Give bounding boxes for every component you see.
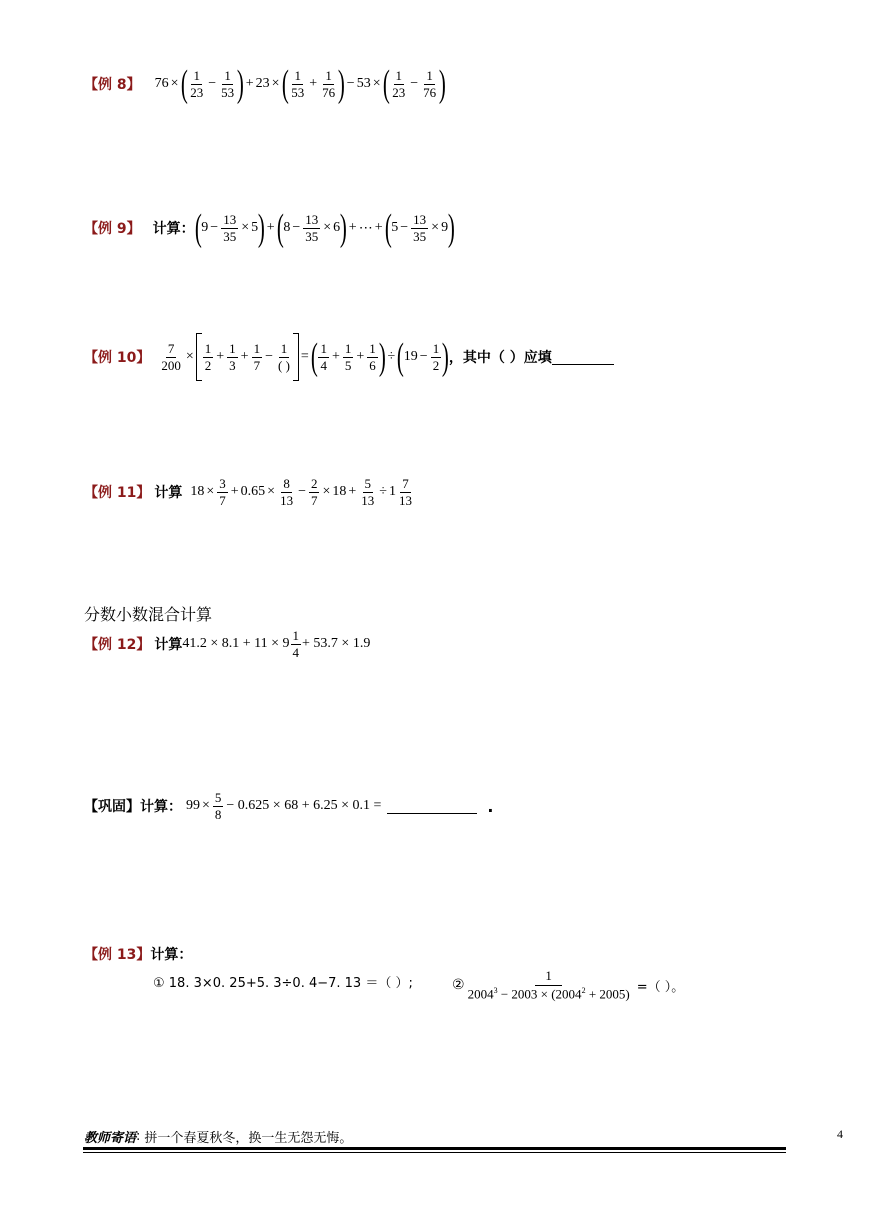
section-title: 分数小数混合计算 (84, 605, 213, 624)
example-11-prefix: 计算 (154, 485, 183, 501)
example-12-expr-a: 41.2 × 8.1 + 11 × 9 (182, 636, 290, 651)
consolidation-dot: . (487, 796, 494, 816)
consolidation-exercise (84, 786, 493, 826)
footer-motto (84, 1127, 352, 1146)
example-12-expr-b: + 53.7 × 1.9 (302, 636, 371, 651)
example-8-label: 【例 8】 (84, 77, 141, 93)
example-13-item-2-tail: =（ ）。 (636, 979, 685, 995)
footer-rule-thick (83, 1147, 786, 1150)
example-10-expression: $\frac{7}{200}$ × $\frac{1}{2}$ + $\frac{1}{3}$ + $\frac{1}{7}$ − $\frac{1}{( )}$ = ( $\frac{1}{4}$ + $\frac{1}{5}$ + $\frac{1}{6}$ ) ÷ ( 19 − $\frac{1}{2}$ ) (158, 333, 448, 381)
consolidation-label: 【巩固】 (84, 799, 140, 815)
example-13-item-2-expression: $\frac{1}{2004^3 - 2003 \times (2004^2 + 2005)}$ (467, 968, 630, 1002)
example-13-prefix: 计算： (150, 947, 193, 963)
example-10-suffix: ，其中（ ）应填 (448, 350, 552, 366)
footer-colon: : (136, 1129, 141, 1144)
footer-text: 拼一个春夏秋冬，换一生无怨无悔。 (144, 1131, 353, 1146)
example-13-label: 【例 13】 (84, 947, 151, 963)
consolidation-expr-text: − 0.625 × 68 + 6.25 × 0.1 = (226, 798, 382, 813)
example-10-answer-blank[interactable] (552, 349, 614, 365)
example-8 (84, 62, 446, 106)
example-10-label: 【例 10】 (84, 350, 151, 366)
example-13 (84, 944, 192, 964)
example-12-prefix: 计算 (154, 637, 183, 653)
footer-label: 教师寄语 (84, 1131, 137, 1146)
example-9-expression: ( 9 − $\frac{13}{35}$ × 5 ) + ( 8 − $\frac{13}{35}$ × 6 ) + ⋯ + ( 5 − $\frac{13}{35}$ × 9 ) (194, 207, 455, 249)
consolidation-expression: 99 × $\frac{5}{8}$ − 0.625 × 68 + 6.25 × 0.1 = (186, 789, 382, 822)
footer-rule-thin (83, 1152, 786, 1153)
example-11-expression: 18 × $\frac{3}{7}$ + 0.65 × $\frac{8}{13}$ − $\frac{2}{7}$ × 18 + $\frac{5}{13}$ ÷ 1 $\frac{7}{13}$ (190, 475, 412, 508)
example-9-label: 【例 9】 (84, 221, 141, 237)
example-11 (84, 472, 415, 512)
example-13-item-2 (452, 962, 684, 1008)
page-number: 4 (837, 1127, 843, 1141)
consolidation-prefix: 计算： (140, 799, 182, 815)
example-11-label: 【例 11】 (84, 485, 151, 501)
example-12-expression: 41.2 × 8.1 + 11 × 9 $\frac{1}{4}$ + 53.7 × 1.9 (182, 627, 371, 660)
example-12 (84, 624, 370, 664)
example-13-item-2-marker: ② (452, 977, 465, 993)
example-9 (84, 206, 455, 250)
consolidation-answer-blank[interactable] (387, 798, 477, 814)
example-8-expression: 76 × ( $\frac{1}{23}$ − $\frac{1}{53}$ ) + 23 × ( $\frac{1}{53}$ + $\frac{1}{76}$ ) − 53 × ( $\frac{1}{23}$ − $\frac{1}{76}$ ) (154, 63, 446, 105)
example-12-label: 【例 12】 (84, 637, 151, 653)
example-10 (84, 332, 614, 382)
example-13-item-1: ① 18. 3×0. 25+5. 3÷0. 4−7. 13 ＝（ ）; (153, 976, 413, 991)
example-9-prefix: 计算： (152, 221, 195, 237)
